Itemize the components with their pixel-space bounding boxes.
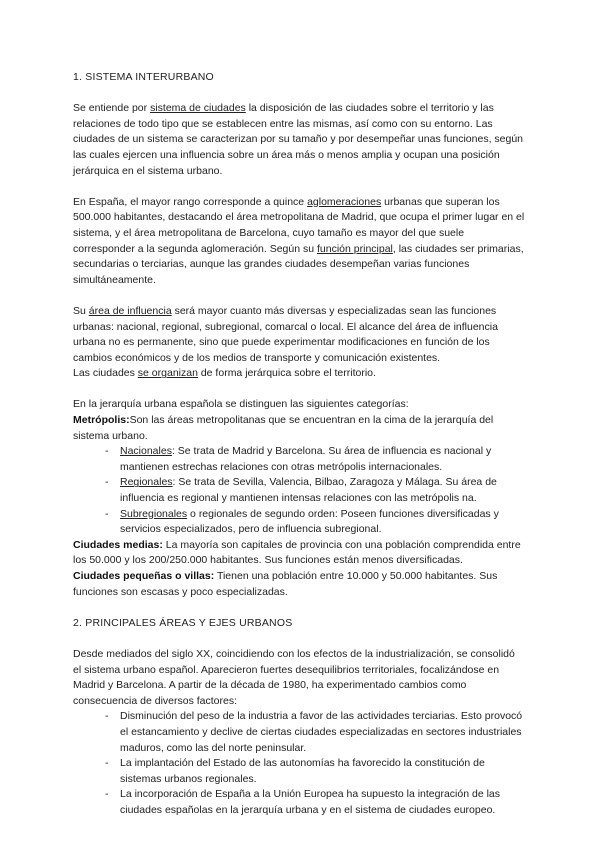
text: Tienen una población entre 10.000 y 50.000 habitantes. Sus funciones son escasas y poco especializadas. <box>73 570 498 598</box>
section2-title: 2. PRINCIPALES ÁREAS Y EJES URBANOS <box>73 616 293 629</box>
text: : Se trata de Madrid y Barcelona. Su área de influencia es nacional y mantienen estrechas relaciones con otras metrópolis internacionales. <box>120 445 492 473</box>
text: Las ciudades <box>73 367 138 380</box>
term-area-de-influencia: área de influencia <box>88 304 172 317</box>
factors-list <box>73 709 525 818</box>
list-item: - Disminución del peso de la industria a favor de las actividades terciarias. Esto provocó el estancamiento y declive de ciertas ciudades especializadas en sectores industriales maduros, como las del norte peninsular. <box>105 709 525 756</box>
text: urbanas que superan los 500.000 habitantes, destacando el área metropolitana de Madrid, que ocupa el primer lugar en el sistema, y el área metropolitana de Barcelona, cuyo tamaño es mayor del que suele corresponder a la segunda aglomeración. Según su <box>73 195 525 255</box>
text: La mayoría son capitales de provincia con una población comprendida entre los 50.000 y los 200/250.000 habitantes. Sus funciones están menos diversificadas. <box>73 538 521 567</box>
label-metropolis: Metrópolis: <box>73 414 130 427</box>
list-item: - La incorporación de España a la Unión Europea ha supuesto la integración de las ciudades españolas en la jerarquía urbana y en el sistema de ciudades europeo. <box>105 787 525 818</box>
text: En España, el mayor rango corresponde a quince <box>73 195 308 208</box>
label-ciudades-pequenas: Ciudades pequeñas o villas: <box>73 570 215 582</box>
paragraph-ciudades-medias <box>73 538 525 569</box>
paragraph-aglomeraciones <box>73 195 525 289</box>
paragraph-sistema-ciudades <box>73 101 525 179</box>
list-item: - La implantación del Estado de las autonomías ha favorecido la constitución de sistemas urbanos regionales. <box>105 756 525 787</box>
paragraph-organizacion <box>73 366 525 382</box>
text: la disposición de las ciudades sobre el territorio y las relaciones de todo tipo que se establecen entre las mismas, así como con su entorno. Las ciudades de un sistema se caracterizan por su tamaño y por desempeñar unas funciones, según las cuales ejercen una influencia sobre un área más o menos amplia y ocupan una posición jerárquica en el sistema urbano. <box>73 102 524 177</box>
text: o regionales de segundo orden: Poseen funciones diversificadas y servicios especializados, pero de influencia subregional. <box>120 507 499 536</box>
term-sistema-de-ciudades: sistema de ciudades <box>150 102 246 115</box>
text: será mayor cuanto más diversas y especializadas sean las funciones urbanas: nacional, regional, subregional, comarcal o local. El alcance del área de influencia urbana no es permanente, sino que puede experimentar modificaciones en función de los cambios económicos y de los medios de transporte y comunicación existentes. <box>73 304 498 364</box>
list-item <box>105 444 525 475</box>
term-se-organizan: se organizan <box>137 367 198 380</box>
text: Son las áreas metropolitanas que se encuentran en la cima de la jerarquía del sistema urbano. <box>73 414 494 442</box>
term-aglomeraciones: aglomeraciones <box>307 195 382 208</box>
paragraph-ciudades-pequenas <box>73 569 525 600</box>
text: , las ciudades ser primarias, secundarias o terciarias, aunque las grandes ciudades desempeñan varias funciones simultáneamente. <box>73 242 524 286</box>
term-nacionales: Nacionales <box>120 445 172 458</box>
term-regionales: Regionales <box>120 476 173 489</box>
paragraph-metropolis <box>73 413 525 444</box>
paragraph-area-influencia <box>73 304 525 366</box>
text: de forma jerárquica sobre el territorio. <box>197 367 376 380</box>
label-ciudades-medias: Ciudades medias: <box>73 538 163 551</box>
term-subregionales: Subregionales <box>120 507 188 520</box>
list-item <box>105 507 525 538</box>
text: : Se trata de Sevilla, Valencia, Bilbao, Zaragoza y Málaga. Su área de influencia es regional y mantienen intensas relaciones con las metrópolis na. <box>120 476 497 505</box>
list-item <box>105 475 525 506</box>
paragraph-section2-intro: Desde mediados del siglo XX, coincidiendo con los efectos de la industrialización, se consolidó el sistema urbano español. Aparecieron fuertes desequilibrios territoriales, focalizándose en Madrid y Barcelona. A partir de la década de 1980, ha experimentado cambios como consecuencia de diversos factores: <box>73 647 515 707</box>
document-page <box>73 70 525 819</box>
text: Su <box>73 304 89 317</box>
metropolis-list <box>73 444 525 538</box>
section1-title: 1. SISTEMA INTERURBANO <box>73 71 214 83</box>
paragraph-jerarquia-intro: En la jerarquía urbana española se distinguen las siguientes categorías: <box>73 398 409 411</box>
text: Se entiende por <box>73 102 151 115</box>
term-funcion-principal: función principal <box>317 242 393 255</box>
